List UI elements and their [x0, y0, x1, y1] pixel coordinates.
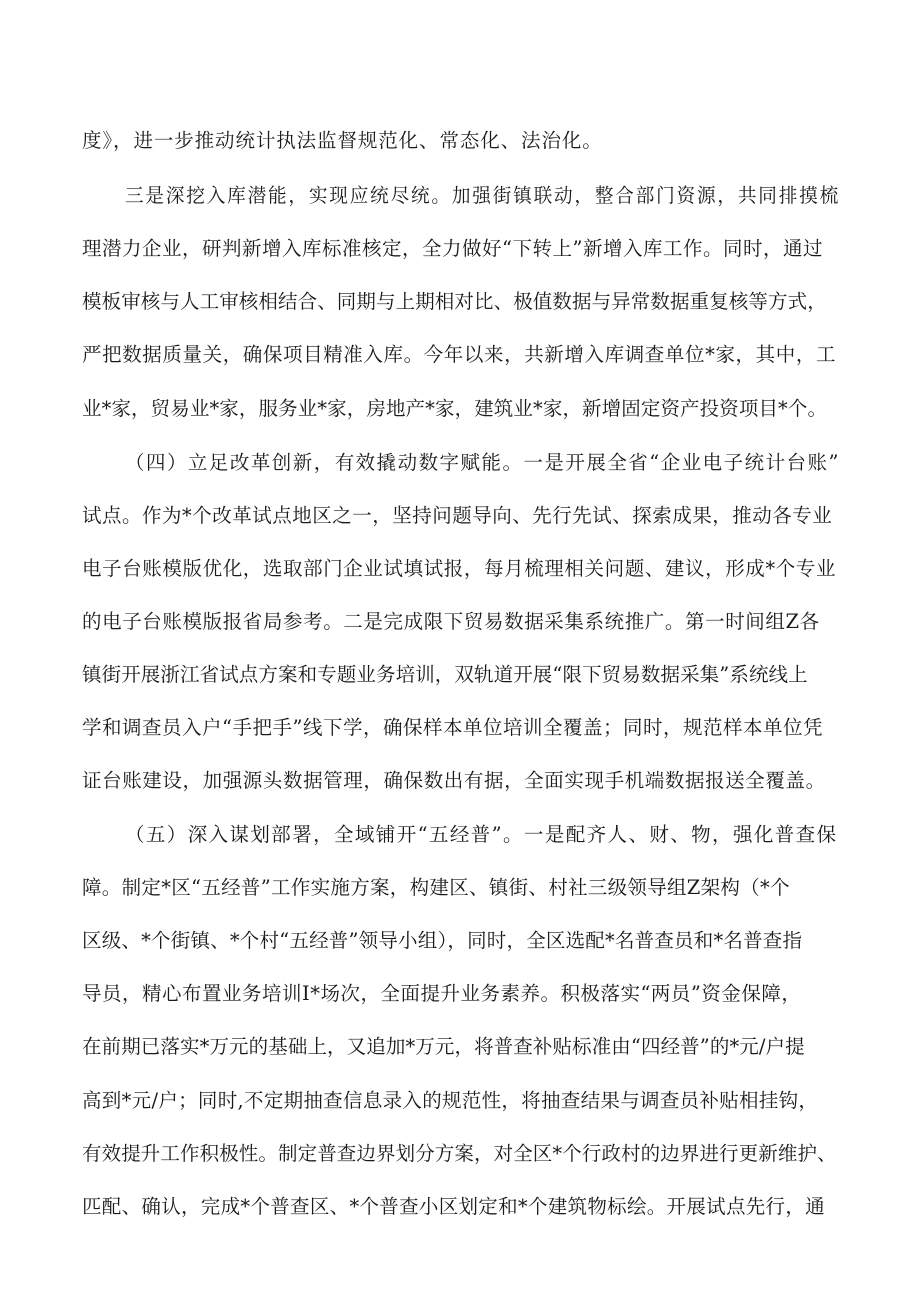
text-line-18: 在前期已落实*万元的基础上，又追加*万元，将普查补贴标准由“四经普”的*元/户提 — [82, 1035, 805, 1058]
text-line-12: 学和调查员入户“手把手”线下学，确保样本单位培训全覆盖；同时，规范样本单位凭 — [82, 716, 823, 739]
text-line-5: 严把数据质量关，确保项目精准入库。今年以来，共新增入库调查单位*家，其中，工 — [82, 343, 837, 366]
text-line-17: 导员，精心布置业务培训I*场次，全面提升业务素养。积极落实“两员”资金保障， — [82, 982, 802, 1005]
text-line-14: （五）深入谋划部署，全域铺开“五经普”。一是配齐人、财、物，强化普查保 — [125, 823, 838, 846]
text-line-9: 电子台账模版优化，选取部门企业试填试报，每月梳理相关问题、建议，形成*个专业 — [82, 557, 837, 580]
text-line-13: 证台账建设，加强源头数据管理，确保数出有据，全面实现手机端数据报送全覆盖。 — [82, 769, 826, 792]
text-line-1: 度》，进一步推动统计执法监督规范化、常态化、法治化。 — [82, 129, 603, 152]
text-line-20: 有效提升工作积极性。制定普查边界划分方案，对全区*个行政村的边界进行更新维护、 — [82, 1142, 837, 1165]
text-line-21: 匹配、确认，完成*个普查区、*个普查小区划定和*个建筑物标绘。开展试点先行，通 — [82, 1195, 825, 1218]
text-line-6: 业*家，贸易业*家，服务业*家，房地产*家，建筑业*家，新增固定资产投资项目*个。 — [82, 397, 828, 420]
text-line-16: 区级、*个街镇、*个村“五经普”领导小组），同时，全区选配*名普查员和*名普查指 — [82, 929, 803, 952]
text-line-11: 镇街开展浙江省试点方案和专题业务培训，双轨道开展“限下贸易数据采集”系统线上 — [82, 663, 808, 686]
text-line-3: 理潜力企业，研判新增入库标准核定，全力做好“下转上”新增入库工作。同时，通过 — [82, 237, 823, 260]
text-line-10: 的电子台账模版报省局参考。二是完成限下贸易数据采集系统推广。第一时间组Z各 — [82, 610, 820, 633]
text-line-2: 三是深挖入库潜能，实现应统尽统。加强街镇联动，整合部门资源，共同排摸梳 — [125, 184, 841, 207]
text-line-8: 试点。作为*个改革试点地区之一，坚持问题导向、先行先试、探索成果，推动各专业 — [82, 504, 833, 527]
text-line-7: （四）立足改革创新，有效撬动数字赋能。一是开展全省“企业电子统计台账” — [125, 451, 840, 474]
text-line-15: 障。制定*区“五经普”工作实施方案，构建区、镇街、村社三级领导组Z架构（*个 — [82, 876, 790, 899]
text-line-19: 高到*元/户；同时,不定期抽查信息录入的规范性，将抽查结果与调查员补贴相挂钩， — [82, 1089, 819, 1112]
text-line-4: 模板审核与人工审核相结合、同期与上期相对比、极值数据与异常数据重复核等方式， — [82, 290, 827, 313]
